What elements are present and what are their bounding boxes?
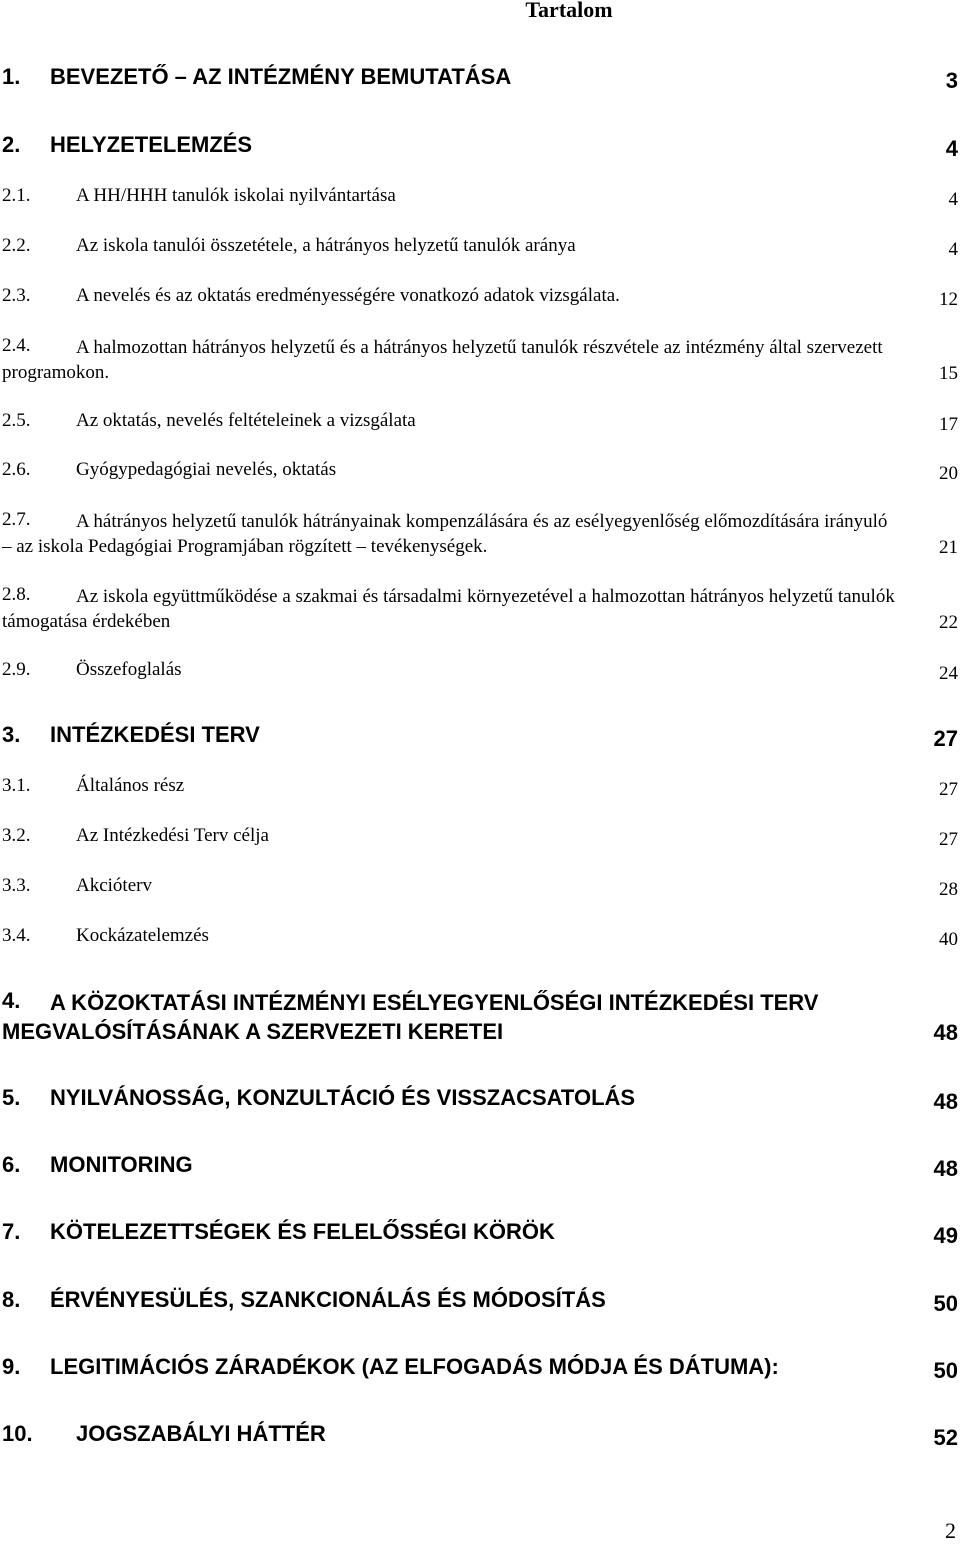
toc-entry[interactable] bbox=[2, 185, 958, 211]
toc-entry-page: 49 bbox=[933, 1223, 958, 1248]
toc-entry-number: 2.3. bbox=[2, 285, 31, 306]
toc-entry-text: JOGSZABÁLYI HÁTTÉR bbox=[76, 1421, 326, 1446]
toc-entry[interactable] bbox=[2, 1421, 958, 1451]
toc-entry-number: 2.5. bbox=[2, 410, 31, 431]
toc-entry-number: 2.1. bbox=[2, 185, 31, 206]
toc-entry-text: INTÉZKEDÉSI TERV bbox=[50, 722, 260, 747]
toc-entry-number: 4. bbox=[2, 988, 21, 1013]
toc-entry-text: ÉRVÉNYESÜLÉS, SZANKCIONÁLÁS ÉS MÓDOSÍTÁS bbox=[50, 1287, 606, 1312]
toc-entry-text: Az iskola tanulói összetétele, a hátrányos helyzetű tanulók aránya bbox=[76, 235, 576, 256]
toc-entry-number: 1. bbox=[2, 64, 21, 89]
toc-entry-page: 4 bbox=[948, 189, 958, 210]
toc-entry-text: KÖTELEZETTSÉGEK ÉS FELELŐSSÉGI KÖRÖK bbox=[50, 1219, 555, 1244]
toc-entry-number: 2. bbox=[2, 132, 21, 157]
toc-entry-number: 3. bbox=[2, 722, 21, 747]
toc-entry-number: 2.8. bbox=[2, 584, 31, 605]
toc-entry-page: 12 bbox=[939, 289, 958, 310]
toc-entry[interactable] bbox=[2, 988, 958, 1046]
toc-entry-text: Kockázatelemzés bbox=[76, 925, 209, 946]
toc-entry[interactable] bbox=[2, 235, 958, 261]
toc-entry[interactable] bbox=[2, 1219, 958, 1249]
toc-entry-number: 9. bbox=[2, 1354, 21, 1379]
toc-entry-text: A HH/HHH tanulók iskolai nyilvántartása bbox=[76, 185, 396, 206]
toc-entry-text: Akcióterv bbox=[76, 875, 152, 896]
toc-entry[interactable] bbox=[2, 875, 958, 901]
toc-entry-page: 27 bbox=[939, 779, 958, 800]
toc-entry-page: 3 bbox=[945, 68, 958, 93]
toc-entry-text: A halmozottan hátrányos helyzetű és a hátrányos helyzetű tanulók részvétele az intézmény által szervezett programokon. bbox=[2, 337, 883, 383]
toc-entry[interactable] bbox=[2, 825, 958, 851]
toc-entry-page: 50 bbox=[933, 1291, 958, 1316]
toc-entry-page: 17 bbox=[939, 414, 958, 435]
toc-entry-number: 3.3. bbox=[2, 875, 31, 896]
toc-entry-page: 48 bbox=[933, 1020, 958, 1045]
toc-entry-page: 50 bbox=[933, 1358, 958, 1383]
toc-entry[interactable] bbox=[2, 1085, 958, 1115]
toc-entry[interactable] bbox=[2, 1354, 958, 1384]
toc-entry-text: LEGITIMÁCIÓS ZÁRADÉKOK (AZ ELFOGADÁS MÓDJA ÉS DÁTUMA): bbox=[50, 1354, 779, 1379]
toc-entry-number: 5. bbox=[2, 1085, 21, 1110]
toc-entry-page: 4 bbox=[948, 239, 958, 260]
toc-entry-text: MONITORING bbox=[50, 1152, 193, 1177]
toc-entry[interactable] bbox=[2, 335, 958, 385]
toc-entry-text: A nevelés és az oktatás eredményességére vonatkozó adatok vizsgálata. bbox=[76, 285, 620, 306]
toc-entry-page: 40 bbox=[939, 929, 958, 950]
toc-entry-number: 2.2. bbox=[2, 235, 31, 256]
toc-entry[interactable] bbox=[2, 722, 958, 752]
toc-entry-text: BEVEZETŐ – AZ INTÉZMÉNY BEMUTATÁSA bbox=[50, 64, 512, 89]
toc-entry-page: 27 bbox=[933, 726, 958, 751]
toc-entry-page: 21 bbox=[939, 537, 958, 558]
toc-entry[interactable] bbox=[2, 509, 958, 559]
toc-entry-page: 52 bbox=[933, 1425, 958, 1450]
toc-entry-page: 48 bbox=[933, 1156, 958, 1181]
toc-entry[interactable] bbox=[2, 1152, 958, 1182]
toc-entry-text: A KÖZOKTATÁSI INTÉZMÉNYI ESÉLYEGYENLŐSÉGI INTÉZKEDÉSI TERV MEGVALÓSÍTÁSÁNAK A SZERVEZETI KERETEI bbox=[2, 990, 819, 1044]
toc-entry-page: 27 bbox=[939, 829, 958, 850]
toc-entry-number: 8. bbox=[2, 1287, 21, 1312]
toc-entry-text: Gyógypedagógiai nevelés, oktatás bbox=[76, 459, 337, 480]
toc-entry[interactable] bbox=[2, 285, 958, 311]
toc-entry-text: Az Intézkedési Terv célja bbox=[76, 825, 269, 846]
toc-entry[interactable] bbox=[2, 775, 958, 801]
toc-entry-number: 2.6. bbox=[2, 459, 31, 480]
toc-entry[interactable] bbox=[2, 584, 958, 634]
toc-entry[interactable] bbox=[2, 132, 958, 162]
toc-entry[interactable] bbox=[2, 459, 958, 485]
toc-entry-number: 7. bbox=[2, 1219, 21, 1244]
toc-entry[interactable] bbox=[2, 659, 958, 685]
toc-entry-text: Az iskola együttműködése a szakmai és társadalmi környezetével a halmozottan hátrányos helyzetű tanulók támogatása érdekében bbox=[2, 586, 895, 632]
toc-entry-page: 15 bbox=[939, 363, 958, 384]
toc-entry-text: Összefoglalás bbox=[76, 659, 182, 680]
toc-entry-number: 2.4. bbox=[2, 335, 31, 356]
toc-entry-number: 3.4. bbox=[2, 925, 31, 946]
toc-entry-page: 20 bbox=[939, 463, 958, 484]
toc-entry-number: 3.1. bbox=[2, 775, 31, 796]
toc-entry-page: 48 bbox=[933, 1089, 958, 1114]
page-number: 2 bbox=[945, 1518, 956, 1543]
toc-entry-page: 28 bbox=[939, 879, 958, 900]
toc-entry-text: Általános rész bbox=[76, 775, 185, 796]
toc-entry-page: 24 bbox=[939, 663, 958, 684]
toc-entry[interactable] bbox=[2, 925, 958, 951]
toc-entry-text: A hátrányos helyzetű tanulók hátrányainak kompenzálására és az esélyegyenlőség előmozdítására irányuló – az iskola Pedagógiai Programjában rögzített – tevékenységek. bbox=[2, 511, 888, 557]
toc-entry[interactable] bbox=[2, 64, 958, 94]
toc-entry-page: 22 bbox=[939, 612, 958, 633]
toc-entry-number: 2.9. bbox=[2, 659, 31, 680]
page-title: Tartalom bbox=[525, 0, 613, 22]
toc-entry-number: 3.2. bbox=[2, 825, 31, 846]
toc-entry-number: 6. bbox=[2, 1152, 21, 1177]
toc-entry[interactable] bbox=[2, 1287, 958, 1317]
toc-entry-page: 4 bbox=[945, 136, 958, 161]
toc-entry-text: HELYZETELEMZÉS bbox=[50, 132, 253, 157]
toc-entry-number: 2.7. bbox=[2, 509, 31, 530]
toc-entry-text: Az oktatás, nevelés feltételeinek a vizsgálata bbox=[76, 410, 416, 431]
toc-entry-number: 10. bbox=[2, 1421, 33, 1446]
toc-entry[interactable] bbox=[2, 410, 958, 436]
toc-entry-text: NYILVÁNOSSÁG, KONZULTÁCIÓ ÉS VISSZACSATOLÁS bbox=[50, 1085, 636, 1110]
